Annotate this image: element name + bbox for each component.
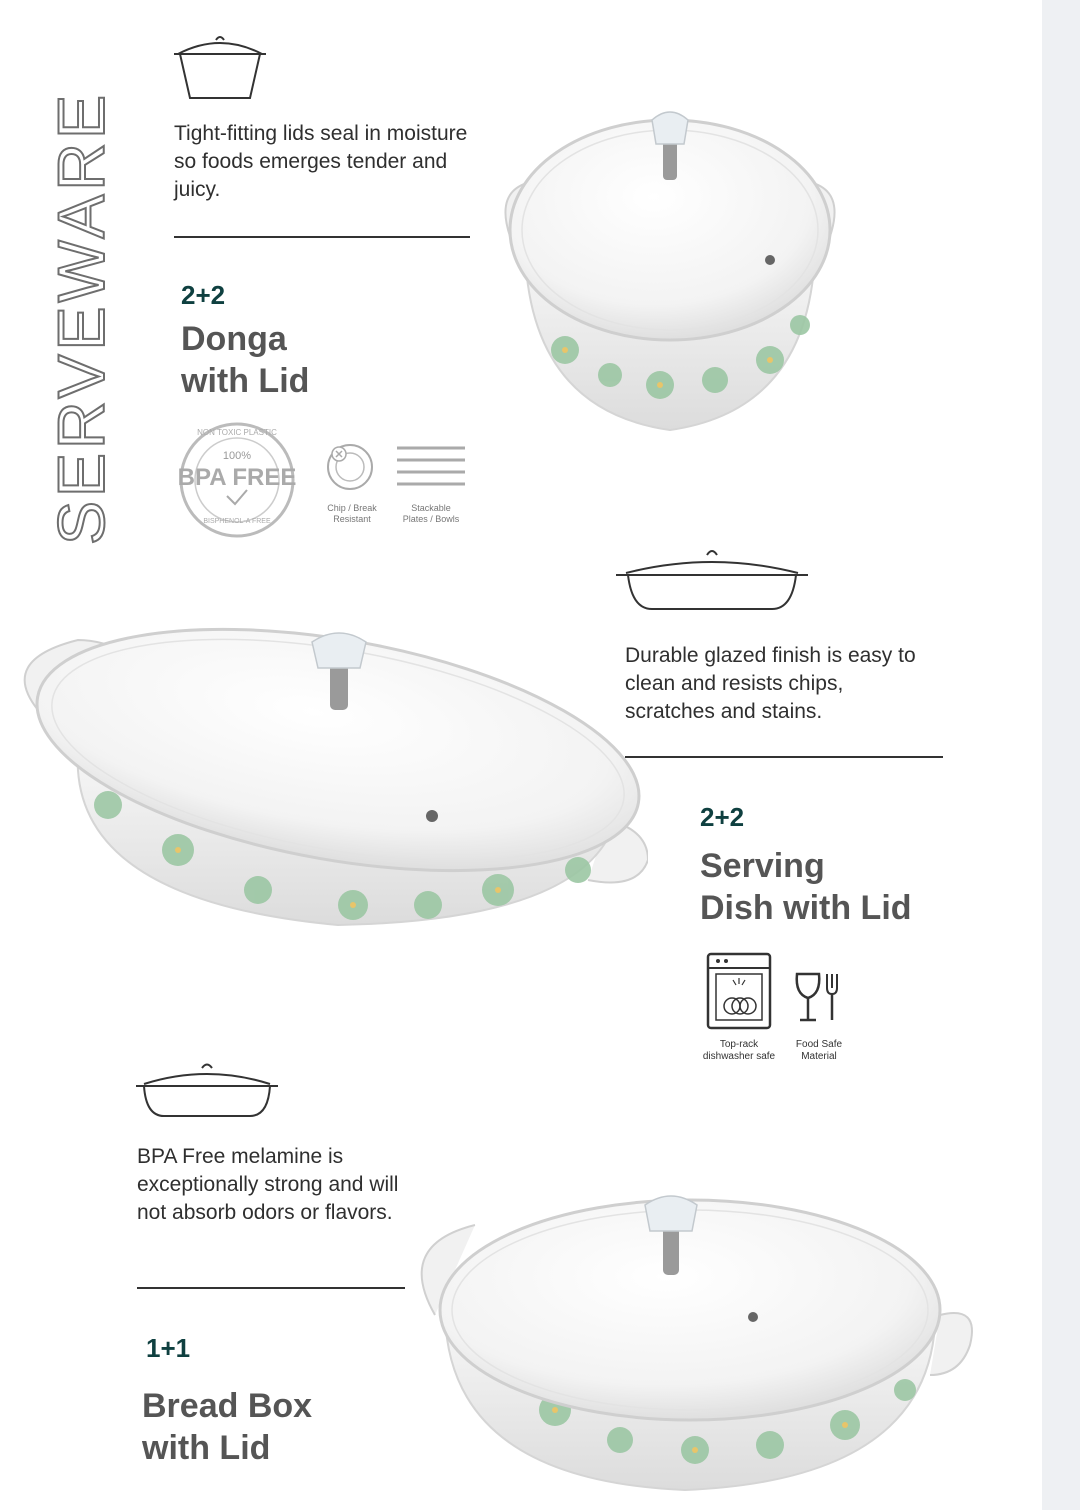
dishwasher-label-2: dishwasher safe xyxy=(702,1051,776,1062)
chip-label-1: Chip / Break xyxy=(327,503,377,513)
bread-box-with-lid-image xyxy=(395,1185,980,1500)
section-1-name-line2: with Lid xyxy=(181,362,310,400)
bpa-badge-main: BPA FREE xyxy=(177,464,297,491)
section-2-name-line1: Serving xyxy=(700,847,825,885)
bread-box-icon xyxy=(132,1060,282,1122)
lid-pot-icon xyxy=(170,30,270,105)
oval-dish-icon xyxy=(612,545,812,615)
food-safe-label-2: Material xyxy=(801,1051,837,1062)
food-safe-label-1: Food Safe xyxy=(795,1039,843,1050)
section-1-divider xyxy=(174,236,470,238)
section-1-description: Tight-fitting lids seal in moisture so foods emerges tender and juicy. xyxy=(174,122,468,201)
stackable-label-2: Plates / Bowls xyxy=(402,514,460,524)
section-3-quantity: 1+1 xyxy=(146,1333,191,1363)
chip-label-2: Resistant xyxy=(333,514,371,524)
section-3-divider xyxy=(137,1287,405,1289)
side-strip xyxy=(1042,0,1080,1510)
donga-with-lid-image xyxy=(470,110,870,450)
section-2-name-line2: Dish with Lid xyxy=(700,889,912,927)
food-safe-icon xyxy=(793,970,845,1026)
bpa-badge-bottom-text: BISPHENOL-A FREE xyxy=(203,518,271,525)
section-3-name-line1: Bread Box xyxy=(142,1387,313,1425)
bpa-badge-percent: 100% xyxy=(222,450,252,462)
dishwasher-label-1: Top-rack xyxy=(719,1039,759,1050)
section-2-divider xyxy=(625,756,943,758)
chip-break-resistant-icon xyxy=(323,440,377,494)
dishwasher-safe-icon xyxy=(706,952,772,1030)
section-2-description: Durable glazed finish is easy to clean and resists chips, scratches and stains. xyxy=(625,644,916,723)
serveware-heading: SERVEWARE xyxy=(44,90,118,545)
section-3-description: BPA Free melamine is exceptionally strong and will not absorb odors or flavors. xyxy=(137,1145,399,1224)
stackable-label-1: Stackable xyxy=(411,503,451,513)
section-2-quantity: 2+2 xyxy=(700,802,745,832)
stackable-plates-icon xyxy=(395,444,467,492)
bpa-badge-top-text: NON TOXIC PLASTIC xyxy=(197,428,277,437)
section-1-name-line1: Donga xyxy=(181,320,287,358)
serving-dish-with-lid-image xyxy=(8,620,648,940)
section-3-name-line2: with Lid xyxy=(142,1429,271,1467)
section-1-quantity: 2+2 xyxy=(181,280,226,310)
bpa-free-badge xyxy=(172,420,302,540)
